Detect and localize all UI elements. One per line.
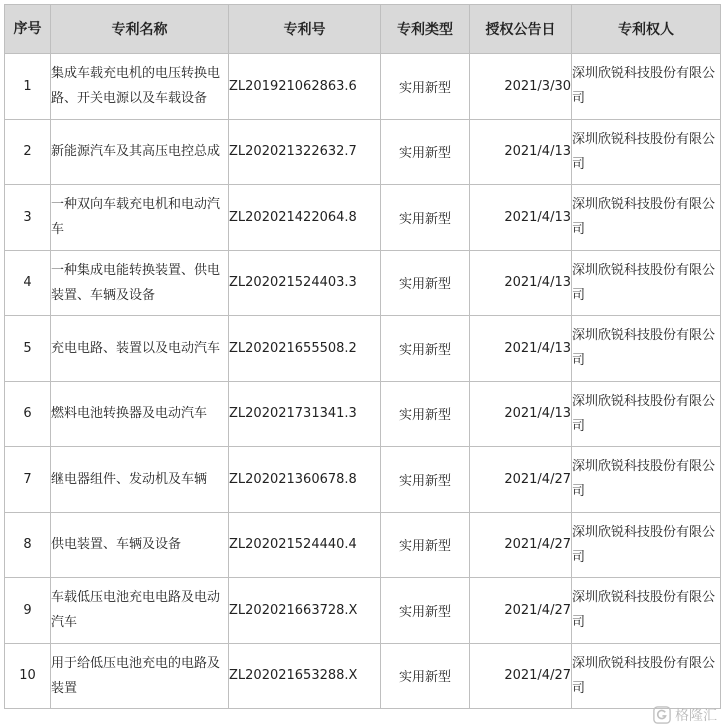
cell-name: 继电器组件、发动机及车辆 xyxy=(51,447,229,513)
cell-owner: 深圳欣锐科技股份有限公司 xyxy=(572,578,721,644)
cell-name: 集成车载充电机的电压转换电路、开关电源以及车载设备 xyxy=(51,54,229,120)
table-row xyxy=(5,578,721,644)
cell-owner: 深圳欣锐科技股份有限公司 xyxy=(572,316,721,382)
header-seq: 序号 xyxy=(5,5,51,54)
cell-name: 用于给低压电池充电的电路及装置 xyxy=(51,643,229,709)
cell-owner: 深圳欣锐科技股份有限公司 xyxy=(572,185,721,251)
cell-seq: 7 xyxy=(5,447,51,513)
cell-seq: 1 xyxy=(5,54,51,120)
cell-name: 燃料电池转换器及电动汽车 xyxy=(51,381,229,447)
cell-number: ZL202021663728.X xyxy=(229,578,381,644)
cell-owner: 深圳欣锐科技股份有限公司 xyxy=(572,54,721,120)
cell-name: 一种集成电能转换装置、供电装置、车辆及设备 xyxy=(51,250,229,316)
cell-type: 实用新型 xyxy=(381,512,470,578)
cell-date: 2021/4/27 xyxy=(470,447,572,513)
header-type: 专利类型 xyxy=(381,5,470,54)
header-name: 专利名称 xyxy=(51,5,229,54)
cell-seq: 5 xyxy=(5,316,51,382)
cell-type: 实用新型 xyxy=(381,316,470,382)
cell-owner: 深圳欣锐科技股份有限公司 xyxy=(572,447,721,513)
cell-type: 实用新型 xyxy=(381,578,470,644)
header-owner: 专利权人 xyxy=(572,5,721,54)
cell-name: 车载低压电池充电电路及电动汽车 xyxy=(51,578,229,644)
cell-owner: 深圳欣锐科技股份有限公司 xyxy=(572,643,721,709)
table-header xyxy=(5,5,721,54)
cell-number: ZL202021524403.3 xyxy=(229,250,381,316)
cell-number: ZL202021322632.7 xyxy=(229,119,381,185)
cell-seq: 3 xyxy=(5,185,51,251)
table-row xyxy=(5,250,721,316)
cell-owner: 深圳欣锐科技股份有限公司 xyxy=(572,512,721,578)
cell-name: 一种双向车载充电机和电动汽车 xyxy=(51,185,229,251)
cell-number: ZL202021422064.8 xyxy=(229,185,381,251)
cell-name: 新能源汽车及其高压电控总成 xyxy=(51,119,229,185)
watermark xyxy=(653,705,717,725)
cell-type: 实用新型 xyxy=(381,54,470,120)
table-row xyxy=(5,316,721,382)
cell-name: 充电电路、装置以及电动汽车 xyxy=(51,316,229,382)
cell-date: 2021/4/13 xyxy=(470,381,572,447)
table-row xyxy=(5,643,721,709)
table-row xyxy=(5,381,721,447)
table-body xyxy=(5,54,721,709)
cell-number: ZL201921062863.6 xyxy=(229,54,381,120)
cell-seq: 2 xyxy=(5,119,51,185)
table-row xyxy=(5,54,721,120)
cell-date: 2021/4/13 xyxy=(470,250,572,316)
cell-owner: 深圳欣锐科技股份有限公司 xyxy=(572,119,721,185)
cell-type: 实用新型 xyxy=(381,119,470,185)
cell-type: 实用新型 xyxy=(381,185,470,251)
header-date: 授权公告日 xyxy=(470,5,572,54)
cell-owner: 深圳欣锐科技股份有限公司 xyxy=(572,381,721,447)
cell-name: 供电装置、车辆及设备 xyxy=(51,512,229,578)
cell-type: 实用新型 xyxy=(381,250,470,316)
header-number: 专利号 xyxy=(229,5,381,54)
header-row xyxy=(5,5,721,54)
table-row xyxy=(5,447,721,513)
g-logo-icon xyxy=(653,706,671,724)
watermark-text: 格隆汇 xyxy=(675,708,717,724)
cell-type: 实用新型 xyxy=(381,381,470,447)
cell-date: 2021/4/13 xyxy=(470,119,572,185)
cell-number: ZL202021653288.X xyxy=(229,643,381,709)
table-row xyxy=(5,185,721,251)
cell-seq: 6 xyxy=(5,381,51,447)
cell-date: 2021/4/13 xyxy=(470,316,572,382)
cell-owner: 深圳欣锐科技股份有限公司 xyxy=(572,250,721,316)
cell-seq: 8 xyxy=(5,512,51,578)
cell-date: 2021/4/27 xyxy=(470,578,572,644)
cell-number: ZL202021524440.4 xyxy=(229,512,381,578)
cell-date: 2021/3/30 xyxy=(470,54,572,120)
cell-seq: 10 xyxy=(5,643,51,709)
cell-number: ZL202021655508.2 xyxy=(229,316,381,382)
table-row xyxy=(5,119,721,185)
cell-type: 实用新型 xyxy=(381,643,470,709)
cell-number: ZL202021731341.3 xyxy=(229,381,381,447)
table-row xyxy=(5,512,721,578)
cell-type: 实用新型 xyxy=(381,447,470,513)
cell-seq: 9 xyxy=(5,578,51,644)
cell-number: ZL202021360678.8 xyxy=(229,447,381,513)
patent-table xyxy=(4,4,721,709)
cell-date: 2021/4/13 xyxy=(470,185,572,251)
cell-date: 2021/4/27 xyxy=(470,643,572,709)
cell-seq: 4 xyxy=(5,250,51,316)
cell-date: 2021/4/27 xyxy=(470,512,572,578)
